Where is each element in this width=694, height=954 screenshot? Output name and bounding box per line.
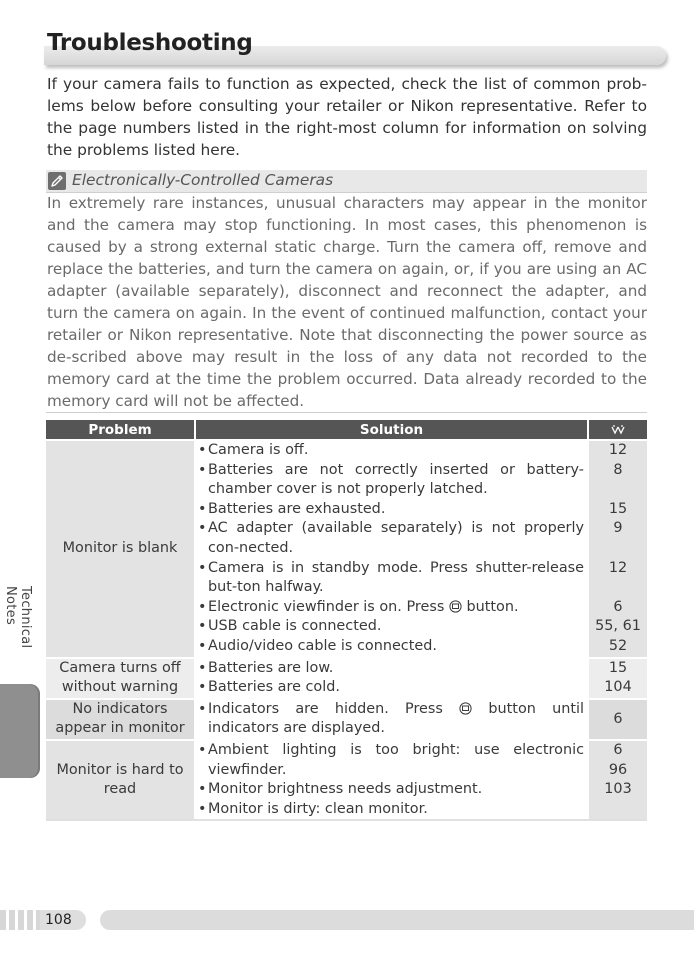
solution-text: Camera is off. [208,442,309,458]
bullet-icon: • [198,659,207,676]
page-cell [589,741,647,819]
bullet-icon: • [198,741,207,758]
bullet-icon: • [198,500,207,517]
solution-item [198,559,587,598]
solution-text [208,700,587,739]
page-reference [589,578,647,598]
solution-cell [196,700,589,739]
problem-cell [46,741,196,819]
page-reference: 6 [613,710,623,727]
bullet-icon: • [198,679,207,696]
header-solution: Solution [196,420,589,439]
solution-item [198,800,587,820]
note-header [46,170,647,193]
page-title: Troubleshooting [47,30,253,56]
table-row [46,657,647,698]
page-cell [589,659,647,698]
footer-stripes [0,910,44,930]
solution-text: Batteries are low. [208,659,334,676]
monitor-button-icon [449,599,462,615]
page-reference [589,480,647,500]
table-row [46,439,647,657]
solution-text: AC adapter (available separately) is not properly con-nected. [208,520,584,556]
page-reference: 9 [613,520,623,537]
bullet-icon: • [198,781,207,798]
solution-cell [196,741,589,819]
solution-item [198,659,587,679]
bullet-icon: • [198,700,207,717]
problem-text: Monitor is blank [62,539,178,556]
bullet-icon: • [198,461,207,478]
solution-item [198,637,587,657]
solution-cell [196,659,589,698]
page-reference: 103 [604,781,632,798]
bullet-icon: • [198,598,207,615]
page-reference-icon [589,420,647,439]
page-reference: 104 [604,679,632,696]
table-header [46,420,647,439]
bullet-icon: • [198,520,207,537]
solution-text-after: button. [461,598,519,615]
table-row [46,698,647,739]
solution-item [198,598,587,618]
solution-text: Audio/video cable is connected. [208,637,437,654]
table-bottom-rule [46,819,647,821]
page-reference: 6 [613,598,623,615]
solution-item [198,441,587,461]
bullet-icon: • [198,637,207,654]
problem-text: Camera turns off without warning [59,659,181,696]
note-title: Electronically-Controlled Cameras [72,171,334,189]
bullet-icon: • [198,559,207,576]
solution-item [198,700,587,739]
solution-text: Ambient lighting is too bright: use electronic viewfinder. [208,741,584,778]
solution-item [198,461,587,500]
problem-cell [46,659,196,698]
problem-cell [46,700,196,739]
solution-text: Batteries are cold. [208,679,340,696]
intro-paragraph: If your camera fails to function as expected, check the list of common prob-lems below before consulting your retailer or Nikon representative. Refer to the page numbers listed in the right-most column for information on solving the problems listed here. [47,75,647,159]
solution-item [198,500,587,520]
page-reference: 15 [608,659,628,676]
solution-text-before: Electronic viewfinder is on. Press [208,598,449,615]
problem-text: Monitor is hard to read [56,761,184,798]
problem-text: No indicators appear in monitor [55,700,185,737]
solution-text: Monitor is dirty: clean monitor. [208,800,428,817]
solution-text-after: button until indicators are displayed. [208,700,584,737]
header-problem: Problem [46,420,196,439]
solution-text: Batteries are not correctly inserted or battery-chamber cover is not properly latched. [208,461,584,498]
solution-item [198,617,587,637]
solution-text-before: Indicators are hidden. Press [208,700,460,717]
solution-text: Monitor brightness needs adjustment. [208,781,483,798]
side-tab-label: Technical Notes [3,586,33,649]
note-body: In extremely rare instances, unusual characters may appear in the monitor and the camera may stop functioning. In most cases, this phenomenon is caused by a strong external static charge. Turn the camera off, remove and replace the batteries, and turn the camera on again, or, if you are using an AC adapter (available separately), disconnect and reconnect the adapter, and turn the camera on again. In the event of continued malfunction, contact your retailer or Nikon representative. Note that disconnecting the power source as de-scribed above may result in the loss of any data not recorded to the memory card at the time the problem occurred. Data already recorded to the memory card will not be affected. [47,194,647,410]
page-reference: 12 [608,559,628,576]
solution-text: Camera is in standby mode. Press shutter-release but-ton halfway. [208,559,584,596]
solution-item [198,519,587,558]
page-reference: 96 [608,761,628,778]
page-reference: 12 [608,442,628,458]
solution-item [198,741,587,780]
pencil-icon [48,172,66,190]
page-reference: 15 [608,500,628,517]
page-number: 108 [45,912,72,928]
page-reference: 8 [613,461,623,478]
page-cell [589,441,647,657]
side-tab [0,684,40,778]
solution-text: USB cable is connected. [208,618,382,635]
bullet-icon: • [198,442,207,458]
solution-item [198,780,587,800]
page-reference: 6 [613,741,623,758]
page-cell [589,700,647,739]
page-reference [589,539,647,559]
solution-text [208,598,587,618]
bullet-icon: • [198,618,207,635]
solution-cell [196,441,589,657]
footer-bar [100,910,694,930]
monitor-button-icon [459,701,472,717]
note-divider [46,412,647,413]
page-reference: 52 [608,637,628,654]
solution-text: Batteries are exhausted. [208,500,386,517]
page-reference: 55, 61 [595,618,641,635]
problem-cell [46,441,196,657]
solution-item [198,678,587,698]
troubleshooting-table [46,420,647,821]
table-row [46,739,647,819]
bullet-icon: • [198,800,207,817]
